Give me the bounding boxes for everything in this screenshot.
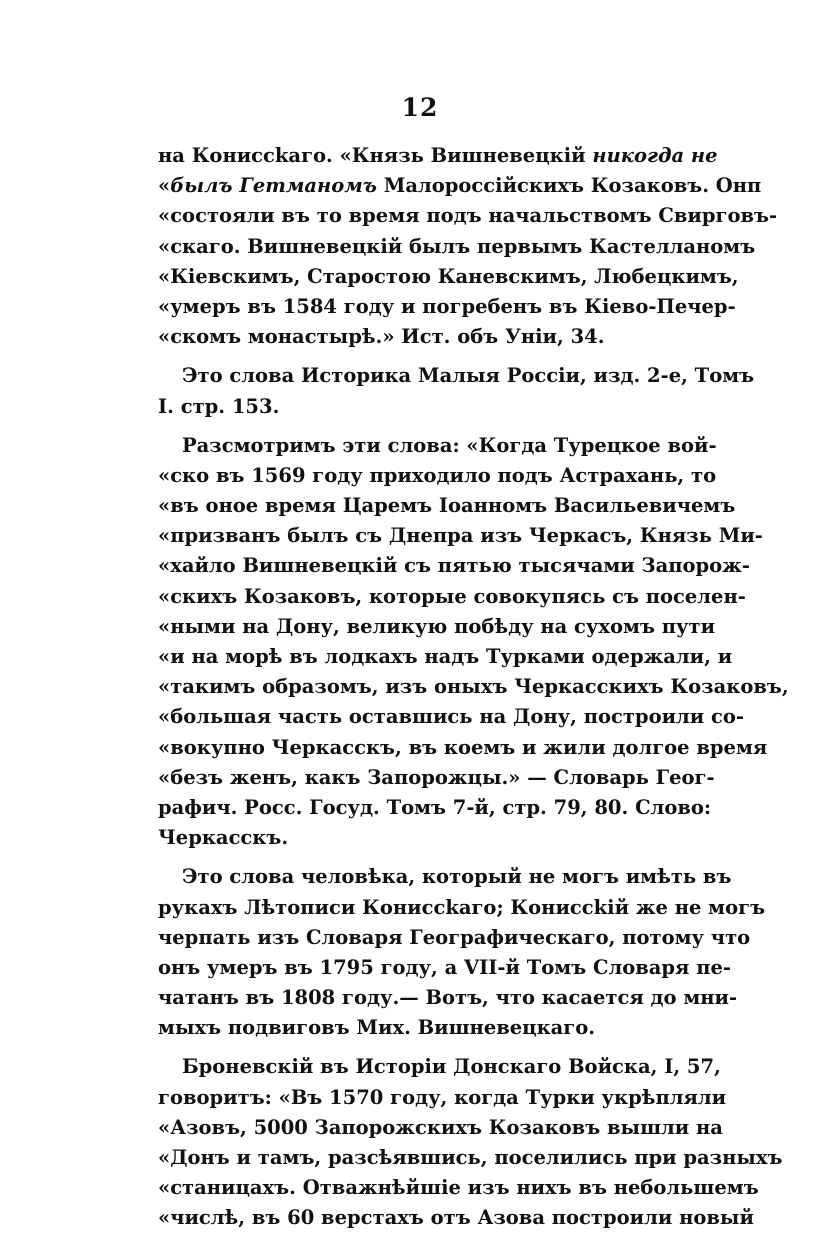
text-line [158,491,736,521]
text-run: Броневскій въ Исторіи Донскаго Войска, I, 57, [182,1055,721,1079]
text-line [158,672,789,702]
text-run: рафич. Росс. Госуд. Томъ 7-й, стр. 79, 80. Слово: [158,795,712,819]
text-run: «ными на Дону, великую побѣду на сухомъ пути [158,614,716,638]
text-line [158,793,712,823]
text-line [158,392,648,422]
text-line [158,461,717,491]
text-run: «безъ женъ, какъ Запорожцы.» — Словарь Геог- [158,765,715,789]
text-run: онъ умеръ въ 1795 году, а VII-й Томъ Словаря пе- [158,955,732,979]
text-line [158,431,717,461]
text-run: «скаго. Вишневецкій былъ первымъ Кастелланомъ [158,234,756,258]
text-run: «вокупно Черкасскъ, въ коемъ и жили долгое время [158,735,768,759]
text-run: « [158,174,171,198]
paragraph-bronevsky-quote [158,1052,783,1233]
text-run: «такимъ образомъ, изъ оныхъ Черкасскихъ Козаковъ, [158,675,789,699]
text-line [158,893,766,923]
text-run: «хайло Вишневецкій съ пятью тысячами Запорож- [158,554,750,578]
text-line [158,923,751,953]
text-line [158,582,746,612]
text-line [158,201,778,231]
text-run: «скихъ Козаковъ, которые совокупясь съ поселен- [158,584,746,608]
text-run: «ско въ 1569 году приходило подъ Астрахань, то [158,463,717,487]
text-line [158,361,755,391]
text-line [158,1052,721,1082]
text-line [158,642,733,672]
text-run: «умеръ въ 1584 году и погребенъ въ Кіево-Печер- [158,294,736,318]
body-text [158,141,789,1234]
text-run: «призванъ былъ съ Днепра изъ Черкасъ, Князь Ми- [158,524,763,548]
text-line [158,232,756,262]
text-run: «Донъ и тамъ, разсѣявшись, поселились при разныхъ [158,1146,783,1169]
text-line [158,862,732,892]
text-line [158,1203,754,1233]
paragraph-konissky-quote [158,141,778,352]
text-line [158,763,715,793]
page-number: 12 [401,93,439,122]
text-run: «станицахъ. Отважнѣйшіе изъ нихъ въ небольшемъ [158,1176,759,1200]
text-run-italic: былъ Гетманомъ [170,174,377,198]
text-line [158,292,736,322]
text-line [158,551,750,581]
text-line [158,702,745,732]
text-run: I. стр. 153. [158,394,280,418]
text-line [158,823,648,853]
text-line [158,171,762,201]
text-line [158,1013,648,1043]
text-line [158,521,763,551]
text-line [158,733,768,763]
text-run: «состояли въ то время подъ начальствомъ Свирговъ- [158,204,778,228]
paragraph-dictionary-quote [158,431,789,854]
text-run: черпать изъ Словаря Географическаго, потому что [158,925,751,949]
text-run: чатанъ въ 1808 году.— Вотъ, что касается до мни- [158,986,738,1010]
text-run: рукахъ Лѣтописи Кониссkаго; Кониссkій же не могъ [158,895,766,919]
text-run-italic: никогда не [592,144,718,167]
text-line [158,953,732,983]
text-run: на Кониссkаго. «Князь Вишневецкій [158,144,593,167]
text-run: «числѣ, въ 60 верстахъ отъ Азова построили новый [158,1206,754,1230]
text-line [158,1143,783,1173]
text-run: Это слова человѣка, который не могъ имѣть въ [182,865,732,889]
paragraph-chronology-note [158,862,766,1043]
paragraph-historian-note [158,361,755,421]
text-run: говоритъ: «Въ 1570 году, когда Турки укрѣпляли [158,1085,727,1109]
text-line [158,322,648,352]
text-run: Черкасскъ. [158,826,289,850]
text-run: Разсмотримъ эти слова: «Когда Турецкое вой- [182,433,717,457]
text-run: «въ оное время Царемъ Іоанномъ Васильевичемъ [158,494,736,518]
text-run: «скомъ монастырѣ.» Ист. объ Уніи, 34. [158,325,605,349]
text-run: «и на морѣ въ лодкахъ надъ Турками одержали, и [158,645,733,668]
text-line [158,983,738,1013]
text-run: «Кіевскимъ, Старостою Каневскимъ, Любецкимъ, [158,264,739,288]
text-run: Это слова Историка Малыя Россіи, изд. 2-е, Томъ [182,364,755,388]
text-line [158,1173,759,1203]
text-run: мыхъ подвиговъ Мих. Вишневецкаго. [158,1016,596,1040]
text-line [158,1083,727,1113]
text-run: «большая часть оставшись на Дону, построили со- [158,705,745,729]
text-line [158,612,716,642]
text-line [158,262,739,292]
text-line [158,141,718,171]
text-line [158,1113,723,1143]
text-run: Малороссійскихъ Козаковъ. Онп [376,174,762,198]
text-run: «Азовъ, 5000 Запорожскихъ Козаковъ вышли на [158,1115,723,1139]
